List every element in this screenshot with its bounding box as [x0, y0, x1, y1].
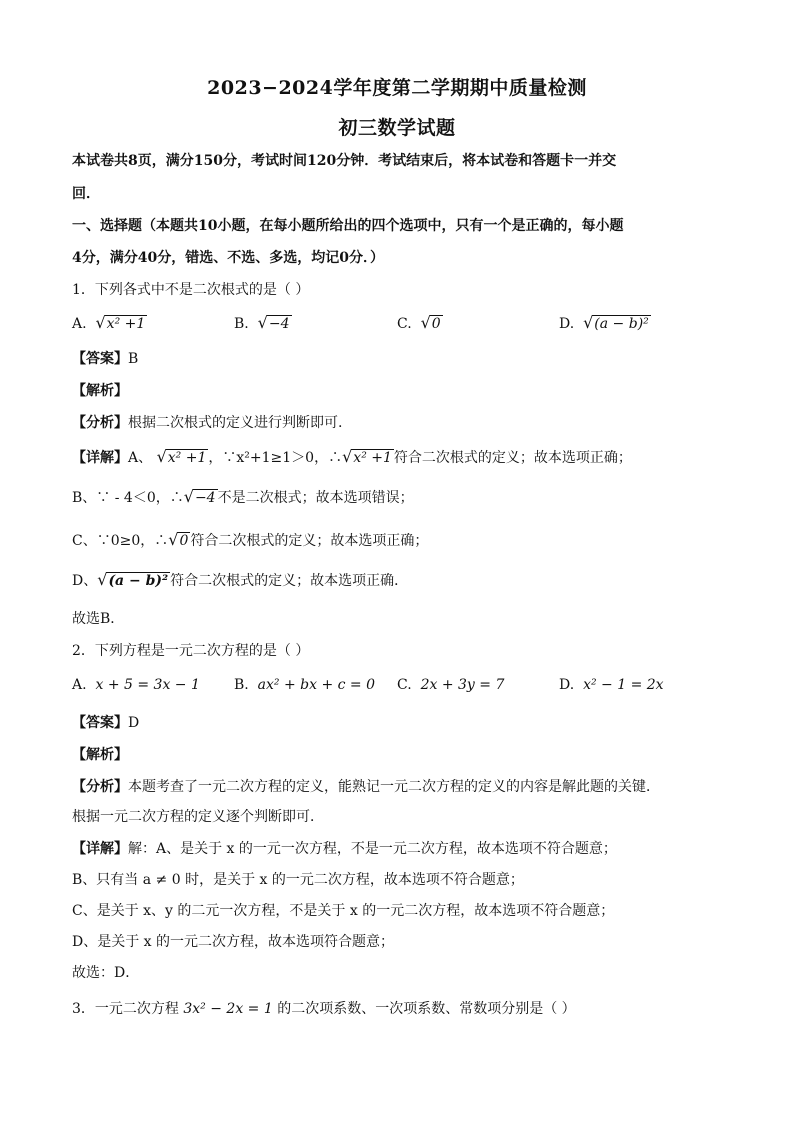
radical-icon: √ — [183, 487, 194, 506]
option-expression: 2x + 3y = 7 — [420, 677, 505, 693]
q2-detail-b: B、只有当 a ≠ 0 时，是关于 x 的一元二次方程，故本选项不符合题意； — [72, 872, 524, 888]
option-letter: D. — [559, 677, 575, 693]
detail-text: 符合二次根式的定义；故本选项正确； — [190, 533, 429, 549]
q2-detail-c: C、是关于 x、y 的二元一次方程，不是关于 x 的一元二次方程，故本选项不符合题意； — [72, 903, 615, 919]
detail-text: ，∵x²+1≥1＞0，∴ — [208, 450, 343, 466]
q1-option-b — [234, 313, 292, 332]
q2-option-c — [397, 677, 504, 693]
detail-text: 符合二次根式的定义；故本选项正确； — [393, 450, 632, 466]
q1-detail-d — [72, 570, 732, 590]
q2-option-a — [72, 677, 200, 693]
q1-conclusion: 故选B． — [72, 611, 125, 627]
option-letter: B. — [234, 677, 249, 693]
q2-fenxi — [72, 776, 732, 796]
intro-line-2: 回． — [72, 186, 100, 202]
q2-option-d — [559, 677, 664, 693]
detail-label: 【详解】 — [72, 450, 128, 466]
question-2-options — [72, 677, 732, 703]
answer-label: 【答案】 — [72, 351, 128, 367]
detail-text: B、∵ - 4＜0，∴ — [72, 490, 184, 506]
radicand: x² +1 — [353, 450, 392, 466]
radicand: −4 — [194, 490, 216, 506]
section-heading-line-2: 4分，满分40分，错选、不选、多选，均记0分．） — [72, 250, 384, 266]
stem-expression: 3x² − 2x = 1 — [183, 1001, 273, 1017]
stem-text: 的二次项系数、一次项系数、常数项分别是（ ） — [272, 1001, 576, 1017]
q1-option-d — [559, 313, 651, 332]
radicand: 0 — [179, 533, 189, 549]
fenxi-label: 【分析】 — [72, 779, 128, 795]
q1-detail-c — [72, 530, 732, 550]
radical-icon: √ — [257, 313, 268, 332]
section-heading-line-1: 一、选择题（本题共10小题，在每小题所给出的四个选项中，只有一个是正确的，每小题 — [72, 218, 624, 234]
detail-text: 不是二次根式；故本选项错误； — [217, 490, 414, 506]
q1-answer — [72, 348, 732, 368]
radicand: −4 — [268, 316, 290, 332]
option-expression: ax² + bx + c = 0 — [257, 677, 376, 693]
detail-label: 【详解】 — [72, 841, 128, 857]
intro-line-1: 本试卷共8页，满分150分，考试时间120分钟．考试结束后，将本试卷和答题卡一并交 — [72, 153, 617, 169]
q1-fenxi — [72, 412, 732, 432]
radical-icon: √ — [97, 570, 108, 589]
radical-icon: √ — [156, 447, 167, 466]
detail-text: C、∵0≥0，∴ — [72, 533, 169, 549]
q2-option-b — [234, 677, 375, 693]
q1-detail-a — [72, 447, 732, 467]
option-letter: C. — [397, 677, 412, 693]
q1-detail-b — [72, 487, 732, 507]
q2-conclusion: 故选：D． — [72, 965, 140, 981]
radicand: 0 — [431, 316, 441, 332]
option-letter: C. — [397, 316, 412, 332]
q2-analysis-label: 【解析】 — [72, 747, 128, 763]
detail-text: A、 — [128, 450, 153, 466]
option-letter: A. — [72, 677, 87, 693]
answer-value: D — [128, 715, 140, 731]
radical-icon: √ — [583, 313, 594, 332]
fenxi-text: 本题考查了一元二次方程的定义，能熟记一元二次方程的定义的内容是解此题的关键． — [128, 779, 660, 795]
stem-text: 3．一元二次方程 — [72, 1001, 184, 1017]
radicand: x² +1 — [106, 316, 146, 332]
question-1-stem: 1．下列各式中不是二次根式的是（ ） — [72, 282, 310, 298]
radical-icon: √ — [420, 313, 431, 332]
detail-text: 解：A、是关于 x 的一元一次方程，不是一元二次方程，故本选项不符合题意； — [128, 841, 617, 857]
radical-icon: √ — [95, 313, 106, 332]
radical-icon: √ — [342, 447, 353, 466]
answer-value: B — [128, 351, 139, 367]
radicand: x² +1 — [167, 450, 207, 466]
detail-text: 符合二次根式的定义；故本选项正确． — [170, 573, 409, 589]
radicand: (a − b)² — [594, 316, 649, 332]
radical-icon: √ — [168, 530, 179, 549]
fenxi-text: 根据二次根式的定义进行判断即可. — [128, 415, 343, 431]
q2-detail-a — [72, 838, 732, 858]
answer-label: 【答案】 — [72, 715, 128, 731]
option-letter: B. — [234, 316, 249, 332]
q1-option-a — [72, 313, 147, 332]
exam-title: 2023−2024学年度第二学期期中质量检测 — [207, 77, 587, 99]
question-2-stem: 2．下列方程是一元二次方程的是（ ） — [72, 643, 310, 659]
option-letter: A. — [72, 316, 87, 332]
question-3-stem — [72, 998, 732, 1018]
detail-text: D、 — [72, 573, 98, 589]
exam-subtitle: 初三数学试题 — [338, 117, 456, 139]
q1-analysis-label: 【解析】 — [72, 383, 128, 399]
radicand: (a − b)² — [108, 573, 169, 589]
option-expression: x + 5 = 3x − 1 — [95, 677, 200, 693]
q1-option-c — [397, 313, 443, 332]
question-1-options — [72, 313, 732, 339]
option-letter: D. — [559, 316, 575, 332]
q2-detail-d: D、是关于 x 的一元二次方程，故本选项符合题意； — [72, 934, 395, 950]
option-expression: x² − 1 = 2x — [583, 677, 664, 693]
q2-answer — [72, 712, 732, 732]
q2-fenxi-2: 根据一元二次方程的定义逐个判断即可． — [72, 809, 324, 825]
fenxi-label: 【分析】 — [72, 415, 128, 431]
